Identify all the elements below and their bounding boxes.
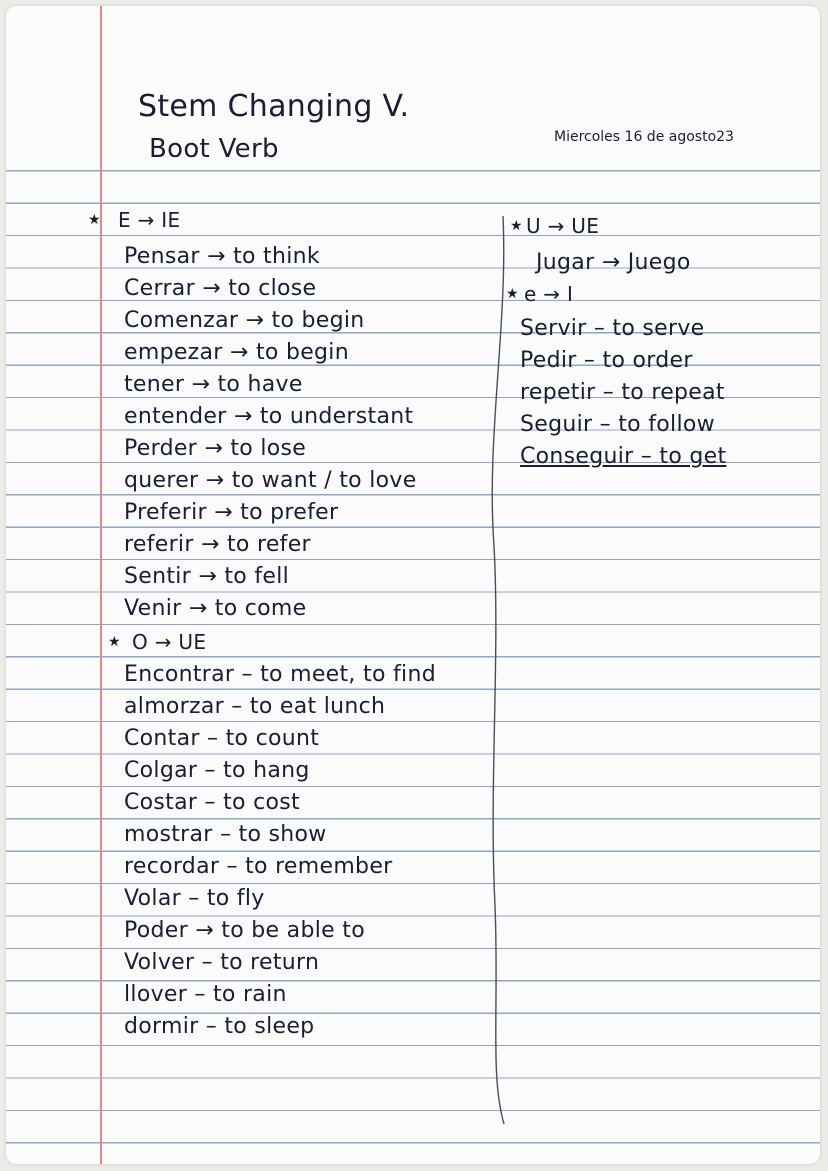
list-item: Costar – to cost — [124, 790, 300, 815]
page-subtitle: Boot Verb — [149, 134, 279, 164]
list-item: Comenzar → to begin — [124, 308, 365, 333]
list-item: llover – to rain — [124, 982, 287, 1007]
list-item: Seguir – to follow — [520, 412, 715, 437]
list-item: recordar – to remember — [124, 854, 393, 879]
list-item: Jugar → Juego — [536, 250, 691, 275]
list-item: Contar – to count — [124, 726, 320, 751]
bullet-marker: ★ — [506, 286, 519, 302]
list-item: Pensar → to think — [124, 244, 320, 269]
list-item: Volver – to return — [124, 950, 320, 975]
list-item: entender → to understant — [124, 404, 414, 429]
list-item: Preferir → to prefer — [124, 500, 339, 525]
list-item: tener → to have — [124, 372, 303, 397]
list-item: empezar → to begin — [124, 340, 349, 365]
list-item: referir → to refer — [124, 532, 311, 557]
list-item: Conseguir – to get — [520, 444, 727, 469]
list-item: Pedir – to order — [520, 348, 693, 373]
list-item: Poder → to be able to — [124, 918, 365, 943]
notebook-page — [6, 6, 820, 1164]
list-item: dormir – to sleep — [124, 1014, 315, 1039]
list-item: Colgar – to hang — [124, 758, 310, 783]
list-item: Sentir → to fell — [124, 564, 290, 589]
bullet-marker: ★ — [88, 212, 101, 228]
list-item: Cerrar → to close — [124, 276, 317, 301]
section-heading-o-ue: O → UE — [132, 630, 207, 654]
page-date: Miercoles 16 de agosto23 — [554, 129, 734, 145]
section-heading-e-i: e → I — [524, 282, 574, 306]
list-item: Volar – to fly — [124, 886, 265, 911]
list-item: repetir – to repeat — [520, 380, 725, 405]
section-heading-u-ue: U → UE — [526, 214, 600, 238]
list-item: Perder → to lose — [124, 436, 307, 461]
bullet-marker: ★ — [108, 634, 121, 650]
section-heading-e-ie: E → IE — [118, 208, 181, 232]
list-item: almorzar – to eat lunch — [124, 694, 386, 719]
list-item: Encontrar – to meet, to find — [124, 662, 436, 687]
list-item: Venir → to come — [124, 596, 307, 621]
page-title: Stem Changing V. — [138, 89, 410, 124]
list-item: Servir – to serve — [520, 316, 705, 341]
bullet-marker: ★ — [510, 218, 523, 234]
list-item: querer → to want / to love — [124, 468, 417, 493]
list-item: mostrar – to show — [124, 822, 327, 847]
